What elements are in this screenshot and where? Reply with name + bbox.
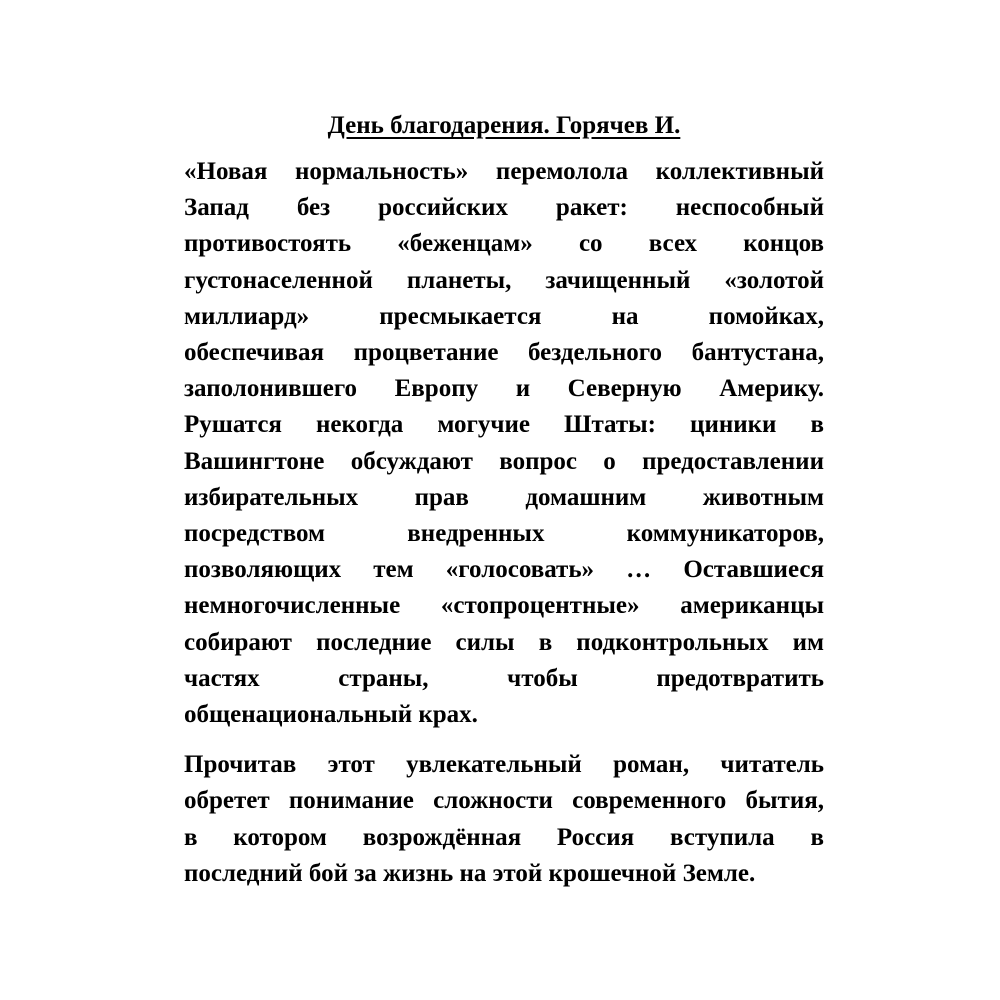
paragraph-1-line: «Новая нормальность» перемолола коллективный: [184, 158, 824, 185]
paragraph-1-line: густонаселенной планеты, зачищенный «золотой: [184, 266, 824, 294]
paragraph-1-line: частях страны, чтобы предотвратить: [184, 664, 824, 692]
paragraph-1-line: общенациональный крах.: [184, 701, 478, 729]
paragraph-2-line: обретет понимание сложности современного бытия,: [184, 787, 824, 815]
paragraph-1-line: позволяющих тем «голосовать» … Оставшиеся: [184, 556, 824, 584]
paragraph-2-line: Прочитав этот увлекательный роман, читатель: [184, 751, 824, 779]
document-title: День благодарения. Горячев И.: [327, 112, 681, 139]
paragraph-1-line: заполонившего Европу и Северную Америку.: [184, 375, 824, 403]
paragraph-1-line: миллиард» пресмыкается на помойках,: [184, 302, 824, 330]
paragraph-1-line: посредством внедренных коммуникаторов,: [184, 520, 824, 548]
document-page: [184, 108, 824, 892]
paragraph-1: [184, 154, 824, 733]
paragraph-1-line: избирательных прав домашним животным: [184, 483, 824, 511]
paragraph-1-line: противостоять «беженцам» со всех концов: [184, 230, 824, 258]
paragraph-2-line: в котором возрождённая Россия вступила в: [184, 823, 824, 851]
paragraph-1-line: собирают последние силы в подконтрольных им: [184, 628, 824, 656]
paragraph-2: [184, 747, 824, 892]
paragraph-1-line: Рушатся некогда могучие Штаты: циники в: [184, 411, 824, 439]
paragraph-1-line: Запад без российских ракет: неспособный: [184, 194, 824, 222]
paragraph-1-line: обеспечивая процветание бездельного бантустана,: [184, 339, 824, 367]
paragraph-1-line: немногочисленные «стопроцентные» американцы: [184, 592, 824, 620]
paragraph-2-line: последний бой за жизнь на этой крошечной Земле.: [184, 859, 756, 887]
paragraph-1-line: Вашингтоне обсуждают вопрос о предоставлении: [184, 447, 824, 475]
